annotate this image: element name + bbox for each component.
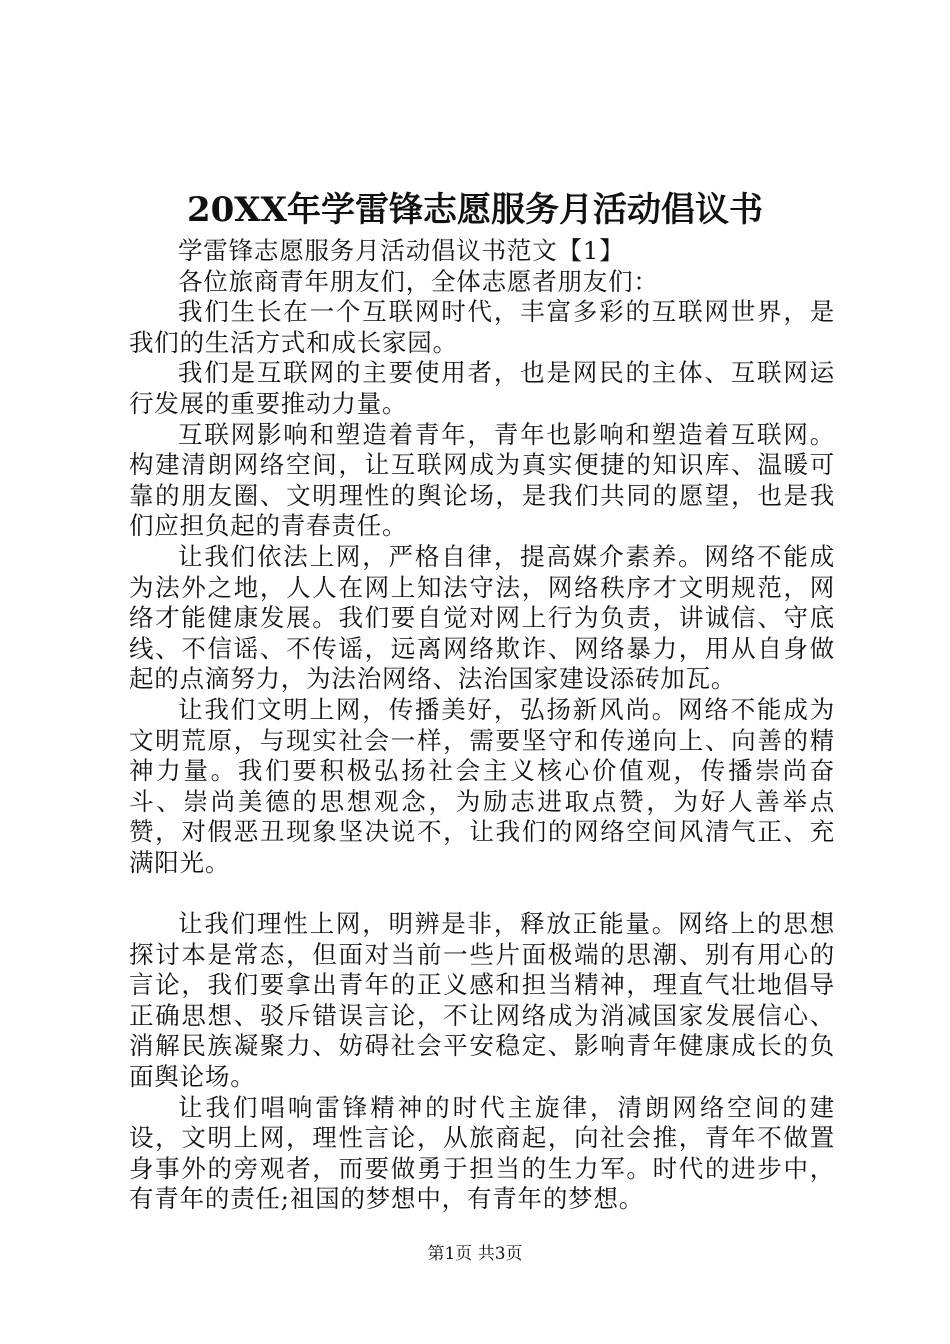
paragraph: 互联网影响和塑造着青年，青年也影响和塑造着互联网。构建清朗网络空间，让互联网成为真实便捷的知识库、温暖可靠的朋友圈、文明理性的舆论场，是我们共同的愿望，也是我们应担负起的青春责任。	[129, 419, 835, 541]
paragraph: 我们是互联网的主要使用者，也是网民的主体、互联网运行发展的重要推动力量。	[129, 358, 835, 418]
document-body	[129, 236, 835, 1215]
paragraph: 让我们文明上网，传播美好，弘扬新风尚。网络不能成为文明荒原，与现实社会一样，需要坚守和传递向上、向善的精神力量。我们要积极弘扬社会主义核心价值观，传播崇尚奋斗、崇尚美德的思想观念，为励志进取点赞，为好人善举点赞，对假恶丑现象坚决说不，让我们的网络空间风清气正、充满阳光。	[129, 694, 835, 877]
paragraph: 让我们依法上网，严格自律，提高媒介素养。网络不能成为法外之地，人人在网上知法守法，网络秩序才文明规范，网络才能健康发展。我们要自觉对网上行为负责，讲诚信、守底线、不信谣、不传谣，远离网络欺诈、网络暴力，用从自身做起的点滴努力，为法治网络、法治国家建设添砖加瓦。	[129, 541, 835, 694]
page-number-footer: 第1页 共3页	[427, 1244, 523, 1264]
paragraph: 让我们理性上网，明辨是非，释放正能量。网络上的思想探讨本是常态，但面对当前一些片面极端的思潮、别有用心的言论，我们要拿出青年的正义感和担当精神，理直气壮地倡导正确思想、驳斥错误言论，不让网络成为消减国家发展信心、消解民族凝聚力、妨碍社会平安稳定、影响青年健康成长的负面舆论场。	[129, 909, 835, 1092]
paragraph-salutation: 各位旅商青年朋友们，全体志愿者朋友们：	[178, 266, 659, 296]
paragraph-subtitle: 学雷锋志愿服务月活动倡议书范文【1】	[178, 236, 625, 265]
paragraph: 让我们唱响雷锋精神的时代主旋律，清朗网络空间的建设，文明上网，理性言论，从旅商起，向社会推，青年不做置身事外的旁观者，而要做勇于担当的生力军。时代的进步中，有青年的责任;祖国的梦想中，有青年的梦想。	[129, 1092, 835, 1214]
document-title: 20XX年学雷锋志愿服务月活动倡议书	[186, 190, 764, 230]
paragraph: 我们生长在一个互联网时代，丰富多彩的互联网世界，是我们的生活方式和成长家园。	[129, 297, 835, 357]
